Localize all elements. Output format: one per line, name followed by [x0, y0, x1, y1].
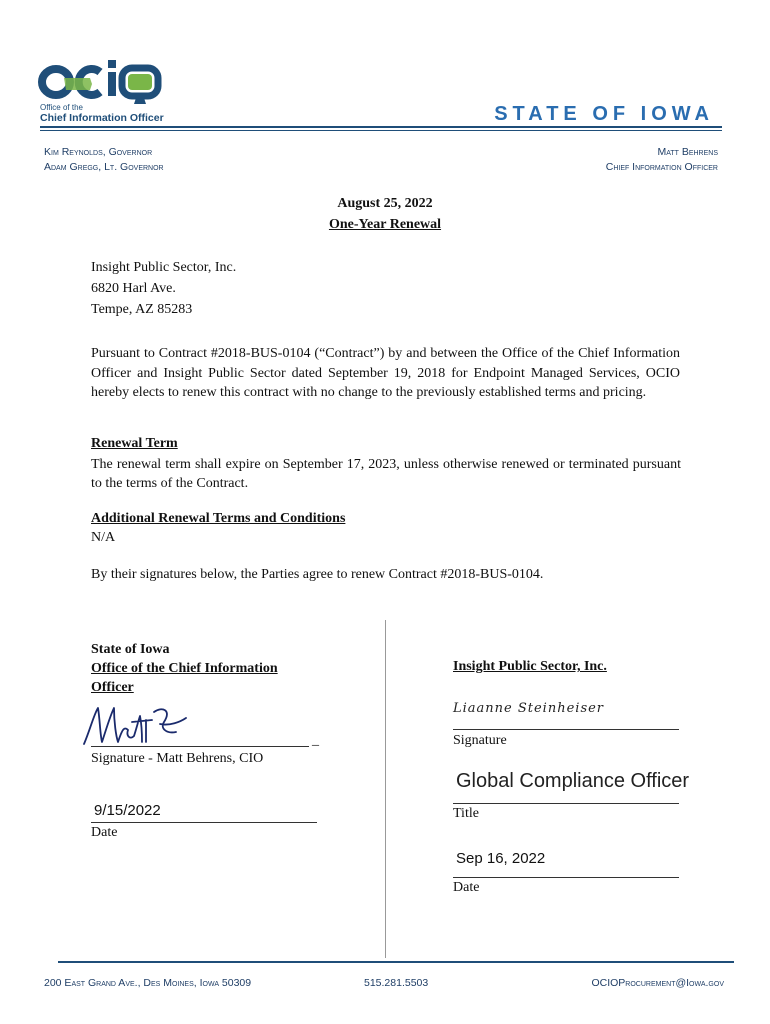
- date-line: [453, 877, 679, 878]
- address-line: 6820 Harl Ave.: [91, 281, 176, 296]
- renewal-paragraph: Pursuant to Contract #2018-BUS-0104 (“Contract”) by and between the Office of the Chief Information Officer and Insight Public Sector dated September 19, 2018 for Endpoint Managed Services, OCIO hereby elects to renew this contract with no change to the previously established terms and pricing.: [91, 346, 680, 400]
- signature-line: [91, 746, 309, 747]
- signature-line-end: _: [312, 733, 319, 748]
- date-label: Date: [91, 825, 118, 840]
- title-line: [453, 803, 679, 804]
- footer-address: 200 East Grand Ave., Des Moines, Iowa 50309: [44, 977, 252, 989]
- party-office-cont: Officer: [91, 680, 134, 695]
- logo-title: Chief Information Officer: [40, 112, 164, 124]
- address-line: Tempe, AZ 85283: [91, 302, 193, 317]
- signature-label: Signature - Matt Behrens, CIO: [91, 751, 264, 766]
- renewal-term-text: The renewal term shall expire on September 17, 2023, unless otherwise renewed or terminated pursuant to the terms of the Contract.: [91, 457, 681, 491]
- state-party-block: [91, 640, 278, 697]
- signed-date-field[interactable]: Sep 16, 2022: [456, 850, 546, 867]
- letter-subject: One-Year Renewal: [328, 217, 442, 232]
- additional-terms-heading: Additional Renewal Terms and Conditions: [91, 511, 346, 526]
- vendor-party-name: Insight Public Sector, Inc.: [453, 659, 607, 674]
- letter-date: August 25, 2022: [337, 196, 433, 211]
- party-state: State of Iowa: [91, 642, 170, 657]
- signature-line: [453, 729, 679, 730]
- logo-subtitle: Office of the: [40, 103, 83, 112]
- agreement-statement: By their signatures below, the Parties agree to renew Contract #2018-BUS-0104.: [91, 567, 544, 582]
- title-field[interactable]: Global Compliance Officer: [456, 770, 690, 792]
- signature-label: Signature: [453, 733, 507, 748]
- vendor-signature[interactable]: Liaanne Steinheiser: [453, 701, 605, 716]
- date-label: Date: [453, 880, 480, 895]
- footer-email[interactable]: OCIOProcurement@Iowa.gov: [591, 977, 724, 989]
- title-label: Title: [453, 806, 479, 821]
- footer-phone: 515.281.5503: [364, 977, 429, 989]
- header-rule-thin: [40, 130, 722, 131]
- party-office: Office of the Chief Information: [91, 661, 278, 676]
- lt-governor-name: Adam Gregg, Lt. Governor: [44, 161, 164, 173]
- cio-name: Matt Behrens: [657, 146, 718, 158]
- date-line: [91, 822, 317, 823]
- header-rule: [40, 126, 722, 128]
- governor-name: Kim Reynolds, Governor: [44, 146, 153, 158]
- footer-rule: [58, 961, 734, 963]
- additional-terms-text: N/A: [91, 530, 116, 545]
- address-line: Insight Public Sector, Inc.: [91, 260, 237, 275]
- renewal-term-heading: Renewal Term: [91, 436, 178, 451]
- handwritten-signature-behrens: [80, 700, 190, 748]
- signed-date-field[interactable]: 9/15/2022: [94, 802, 161, 819]
- signature-divider: [385, 620, 386, 958]
- cio-title: Chief Information Officer: [605, 161, 718, 173]
- state-title: STATE OF IOWA: [494, 103, 714, 125]
